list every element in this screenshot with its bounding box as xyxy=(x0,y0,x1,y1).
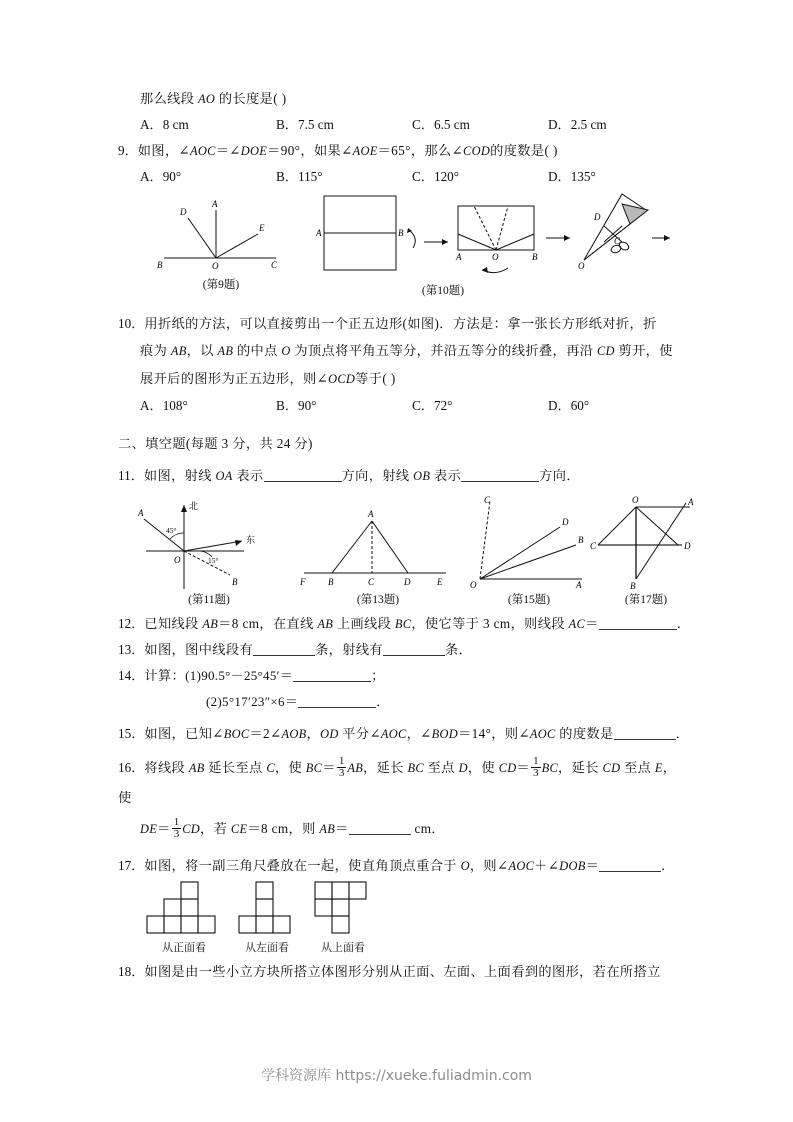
math-variable: BC xyxy=(541,761,559,775)
svg-text:C: C xyxy=(590,541,597,551)
figure-question-11 xyxy=(134,493,284,607)
question-8-stem xyxy=(118,86,684,112)
q8-stem-variable: AO xyxy=(198,92,216,106)
text-run: 的度数是( ) xyxy=(490,143,558,158)
svg-text:D: D xyxy=(684,541,691,551)
question-10-options xyxy=(118,393,684,419)
math-variable: CE xyxy=(230,822,248,836)
svg-text:D: D xyxy=(180,207,187,217)
answer-blank[interactable] xyxy=(599,858,661,872)
q11-text xyxy=(144,468,580,483)
math-variable: OB xyxy=(413,469,431,483)
math-variable: E xyxy=(654,761,663,775)
q14-label: 计算： xyxy=(144,668,186,683)
q9-option-c[interactable]: C．120° xyxy=(412,169,460,184)
q9-number: 9． xyxy=(118,143,138,158)
question-9-options xyxy=(118,164,684,190)
page-footer xyxy=(0,1065,793,1085)
svg-text:F: F xyxy=(300,577,306,587)
svg-text:E: E xyxy=(437,577,443,587)
question-14-part-2 xyxy=(118,689,684,715)
q14-sub-1: (1)90.5°－25°45′＝ xyxy=(185,668,294,683)
text-run: ，使 xyxy=(274,760,306,775)
text-run: 条． xyxy=(445,642,473,657)
figure-11-caption: (第11题) xyxy=(188,594,230,606)
svg-text:B: B xyxy=(232,577,238,587)
text-run: ＝2∠ xyxy=(249,726,282,741)
q10-line-2 xyxy=(118,337,684,365)
q8-option-a[interactable]: A．8 cm xyxy=(140,117,189,132)
math-variable: DOB xyxy=(559,859,586,873)
answer-blank[interactable] xyxy=(349,821,411,835)
figure-question-9 xyxy=(146,196,316,292)
figure-question-17 xyxy=(590,493,702,607)
q17-number: 17． xyxy=(118,858,145,873)
svg-text:A: A xyxy=(688,497,694,507)
figure-17-svg xyxy=(590,493,702,591)
svg-text:B: B xyxy=(398,228,404,238)
text-run: ， xyxy=(306,726,321,741)
math-variable: BC xyxy=(394,617,412,631)
q9-option-d[interactable]: D．135° xyxy=(548,169,596,184)
figure-11-svg xyxy=(134,493,284,591)
q14-sub-2: (2)5°17′23″×6＝ xyxy=(206,694,299,709)
text-run: 表示 xyxy=(232,468,264,483)
cube-view-front-svg xyxy=(146,881,222,937)
math-variable: COD xyxy=(463,144,491,158)
question-14 xyxy=(118,663,684,689)
svg-text:C: C xyxy=(614,236,621,246)
q13-text xyxy=(144,642,472,657)
svg-text:A: A xyxy=(456,252,462,262)
svg-text:O: O xyxy=(174,555,181,565)
q10-number: 10． xyxy=(118,316,145,331)
text-run: ，延长 xyxy=(558,760,603,775)
cube-view-top xyxy=(314,881,372,955)
answer-blank[interactable] xyxy=(599,616,677,630)
svg-text:B: B xyxy=(328,577,334,587)
text-run: 展开后的图形为正五边形，则∠ xyxy=(140,371,329,386)
fraction-one-third: $\frac{1}{3}$ xyxy=(533,755,539,780)
text-run: 条，射线有 xyxy=(315,642,384,657)
text-run: ，则∠ xyxy=(469,858,509,873)
q11-number: 11． xyxy=(118,468,144,483)
text-run: 方向． xyxy=(539,468,580,483)
question-8-options xyxy=(118,112,684,138)
q16-line-2 xyxy=(118,813,684,845)
figure-row-1 xyxy=(118,190,684,310)
q14-sub-1-blank[interactable] xyxy=(293,668,371,682)
text-run: ，延长 xyxy=(363,760,408,775)
svg-text:A: A xyxy=(368,509,374,519)
q14-sub-2-tail: ． xyxy=(376,694,390,709)
svg-text:B: B xyxy=(532,252,538,262)
question-16 xyxy=(118,753,684,845)
q10-option-a[interactable]: A．108° xyxy=(140,398,188,413)
text-run: cm． xyxy=(410,821,445,836)
math-variable: DOE xyxy=(240,144,268,158)
text-run: 表示 xyxy=(430,468,462,483)
q10-option-b[interactable]: B．90° xyxy=(276,398,317,413)
q13-number: 13． xyxy=(118,642,145,657)
answer-blank[interactable] xyxy=(264,468,342,482)
cube-view-front-caption: 从正面看 xyxy=(162,942,206,954)
text-run: ＝ xyxy=(516,760,531,775)
text-run: ，以 xyxy=(186,343,218,358)
math-variable: AB xyxy=(202,617,219,631)
answer-blank[interactable] xyxy=(383,642,445,656)
figure-question-13 xyxy=(298,499,458,607)
section-2-heading-text: 二、填空题(每题 3 分，共 24 分) xyxy=(118,436,313,451)
math-variable: DE xyxy=(140,822,158,836)
text-run: ，使它等于 3 cm，则线段 xyxy=(411,616,569,631)
text-run: ＝ xyxy=(322,760,336,775)
q12-number: 12． xyxy=(118,616,145,631)
cube-views-row xyxy=(118,879,684,954)
q8-option-c[interactable]: C．6.5 cm xyxy=(412,117,470,132)
svg-text:E: E xyxy=(259,223,265,233)
text-run: 方向，射线 xyxy=(341,468,414,483)
text-run: 如图，射线 xyxy=(143,468,216,483)
question-12 xyxy=(118,611,691,637)
question-11 xyxy=(118,463,684,489)
svg-text:A: A xyxy=(316,228,322,238)
figure-10-caption: (第10题) xyxy=(421,285,465,297)
figure-10-svg xyxy=(308,190,683,282)
answer-blank[interactable] xyxy=(253,642,315,656)
svg-text:A: A xyxy=(138,508,144,518)
text-run: 如图，图中线段有 xyxy=(144,642,254,657)
section-2-heading xyxy=(118,431,684,457)
q10-line-3 xyxy=(118,365,684,393)
q14-number: 14． xyxy=(118,668,145,683)
fraction-one-third: $\frac{1}{3}$ xyxy=(338,755,345,780)
question-13 xyxy=(118,637,684,663)
svg-text:C: C xyxy=(271,260,278,270)
text-run: ． xyxy=(675,726,690,741)
text-run: 将线段 xyxy=(144,760,189,775)
text-run: ＝ xyxy=(157,821,171,836)
q16-number: 16． xyxy=(118,760,145,775)
text-run: ，∠ xyxy=(406,726,432,741)
text-run: 延长至点 xyxy=(204,760,267,775)
text-run: ＝ xyxy=(335,821,349,836)
text-run: 至点 xyxy=(423,760,459,775)
svg-text:O: O xyxy=(212,261,219,271)
text-run: 如图，将一副三角尺叠放在一起，使直角顶点重合于 xyxy=(144,858,461,873)
text-run: ，若 xyxy=(200,821,231,836)
math-variable: AB xyxy=(170,344,187,358)
figure-13-caption: (第13题) xyxy=(356,594,400,606)
math-variable: C xyxy=(266,761,275,775)
q8-stem-prefix: 那么线段 xyxy=(140,91,199,106)
math-variable: AB xyxy=(319,822,336,836)
text-run: 平分∠ xyxy=(338,726,381,741)
math-variable: AOE xyxy=(352,144,378,158)
math-variable: D xyxy=(458,761,468,775)
answer-blank[interactable] xyxy=(614,726,676,740)
svg-text:15°: 15° xyxy=(208,556,219,565)
svg-text:O: O xyxy=(632,495,639,505)
svg-text:东: 东 xyxy=(246,535,256,545)
svg-text:A: A xyxy=(212,199,218,209)
svg-text:B: B xyxy=(578,535,584,545)
math-variable: BOC xyxy=(223,727,250,741)
fraction-one-third: $\frac{1}{3}$ xyxy=(173,816,180,841)
q10-option-d[interactable]: D．60° xyxy=(548,398,590,413)
svg-text:A: A xyxy=(576,580,582,590)
figure-question-15 xyxy=(464,493,594,607)
math-variable: AB xyxy=(347,761,364,775)
math-variable: OD xyxy=(320,727,339,741)
math-variable: AOC xyxy=(529,727,556,741)
q14-sub-2-blank[interactable] xyxy=(298,694,376,708)
svg-text:B: B xyxy=(157,260,163,270)
question-10-stem xyxy=(118,310,684,393)
cube-view-left xyxy=(238,881,296,955)
math-variable: CD xyxy=(602,761,621,775)
text-run: 的中点 xyxy=(233,343,282,358)
math-variable: BC xyxy=(305,761,323,775)
figure-9-caption: (第9题) xyxy=(202,279,240,291)
text-run: ＝65°，那么∠ xyxy=(377,143,464,158)
q12-text xyxy=(144,616,690,631)
figure-13-svg xyxy=(298,499,458,591)
svg-text:B: B xyxy=(630,581,636,591)
cube-view-left-caption: 从左面看 xyxy=(245,942,289,954)
math-variable: CD xyxy=(498,761,517,775)
svg-text:C: C xyxy=(484,495,491,505)
math-variable: OCD xyxy=(328,372,356,386)
math-variable: AOC xyxy=(508,859,535,873)
text-run: ，使 xyxy=(467,760,499,775)
svg-text:D: D xyxy=(562,517,569,527)
q9-option-a[interactable]: A．90° xyxy=(140,169,182,184)
figure-15-caption: (第15题) xyxy=(507,594,551,606)
page-content xyxy=(118,86,694,985)
footer-watermark-text: 学科资源库 https://xueke.fuliadmin.com xyxy=(261,1068,532,1084)
text-run: 如图，∠ xyxy=(137,143,190,158)
text-run: ＝ xyxy=(585,858,600,873)
text-run: 上画线段 xyxy=(333,616,395,631)
math-variable: AB xyxy=(188,761,205,775)
math-variable: OA xyxy=(215,469,233,483)
svg-text:D: D xyxy=(404,577,411,587)
figure-17-caption: (第17题) xyxy=(624,594,668,606)
svg-text:C: C xyxy=(368,577,375,587)
math-variable: AOC xyxy=(190,144,216,158)
text-run: 痕为 xyxy=(140,343,171,358)
math-variable: BC xyxy=(407,761,424,775)
text-run: ＝ xyxy=(585,616,599,631)
svg-text:北: 北 xyxy=(189,501,199,511)
question-9-stem xyxy=(118,138,684,164)
text-run: ＝14°，则∠ xyxy=(458,726,530,741)
cube-view-left-svg xyxy=(238,881,296,937)
text-run: ＝8 cm，则 xyxy=(247,821,320,836)
text-run: ＝8 cm，在直线 xyxy=(218,616,318,631)
svg-text:45°: 45° xyxy=(166,526,177,535)
text-run: ＋∠ xyxy=(534,858,560,873)
q9-option-b[interactable]: B．115° xyxy=(276,169,323,184)
text-run: 剪开，使 xyxy=(614,343,673,358)
text-run: ． xyxy=(676,616,691,631)
q8-option-d[interactable]: D．2.5 cm xyxy=(548,117,607,132)
math-variable: AC xyxy=(568,617,586,631)
figure-9-svg xyxy=(146,196,316,276)
svg-text:D: D xyxy=(594,212,601,222)
q14-sub-1-tail: ； xyxy=(371,668,385,683)
q8-option-b[interactable]: B．7.5 cm xyxy=(276,117,334,132)
text-run: ＝∠ xyxy=(215,143,241,158)
q15-text xyxy=(144,726,689,741)
q18-number: 18． xyxy=(118,964,145,979)
math-variable: AB xyxy=(317,617,334,631)
math-variable: AOB xyxy=(281,727,307,741)
math-variable: BOD xyxy=(431,727,459,741)
math-variable: CD xyxy=(182,822,201,836)
svg-text:O: O xyxy=(492,252,499,262)
q10-line-1: 用折纸的方法，可以直接剪出一个正五边形(如图)．方法是：拿一张长方形纸对折，折 xyxy=(144,316,657,331)
cube-view-front xyxy=(146,881,222,955)
svg-text:O: O xyxy=(578,261,585,271)
text-run: 等于( ) xyxy=(355,371,396,386)
math-variable: O xyxy=(460,859,470,873)
text-run: ，使 xyxy=(118,760,677,805)
text-run: 如图，已知∠ xyxy=(144,726,224,741)
q10-option-c[interactable]: C．72° xyxy=(412,398,453,413)
math-variable: O xyxy=(281,344,291,358)
text-run: ． xyxy=(661,858,675,873)
figure-row-2 xyxy=(118,493,694,611)
text-run: 的度数是 xyxy=(555,726,614,741)
question-15 xyxy=(118,721,690,747)
text-run: ＝90°，如果∠ xyxy=(267,143,353,158)
svg-text:O: O xyxy=(470,580,477,590)
figure-question-10 xyxy=(308,190,683,298)
text-run: 至点 xyxy=(620,760,655,775)
q18-text: 如图是由一些小立方块所搭立体图形分别从正面、左面、上面看到的图形，若在所搭立 xyxy=(144,964,661,979)
q9-stem-text xyxy=(138,143,558,158)
math-variable: AOC xyxy=(380,727,407,741)
question-17 xyxy=(118,853,684,879)
q16-line-1 xyxy=(118,755,677,805)
question-18 xyxy=(118,959,684,985)
q8-stem-suffix: 的长度是( ) xyxy=(215,91,287,106)
q17-text xyxy=(144,858,674,873)
text-run: 已知线段 xyxy=(144,616,203,631)
cube-view-top-svg xyxy=(314,881,372,937)
cube-view-top-caption: 从上面看 xyxy=(321,942,365,954)
figure-15-svg xyxy=(464,493,594,591)
math-variable: CD xyxy=(596,344,615,358)
text-run: 为顶点将平角五等分，并沿五等分的线折叠，再沿 xyxy=(290,343,597,358)
q15-number: 15． xyxy=(118,726,145,741)
math-variable: AB xyxy=(217,344,234,358)
answer-blank[interactable] xyxy=(461,468,539,482)
